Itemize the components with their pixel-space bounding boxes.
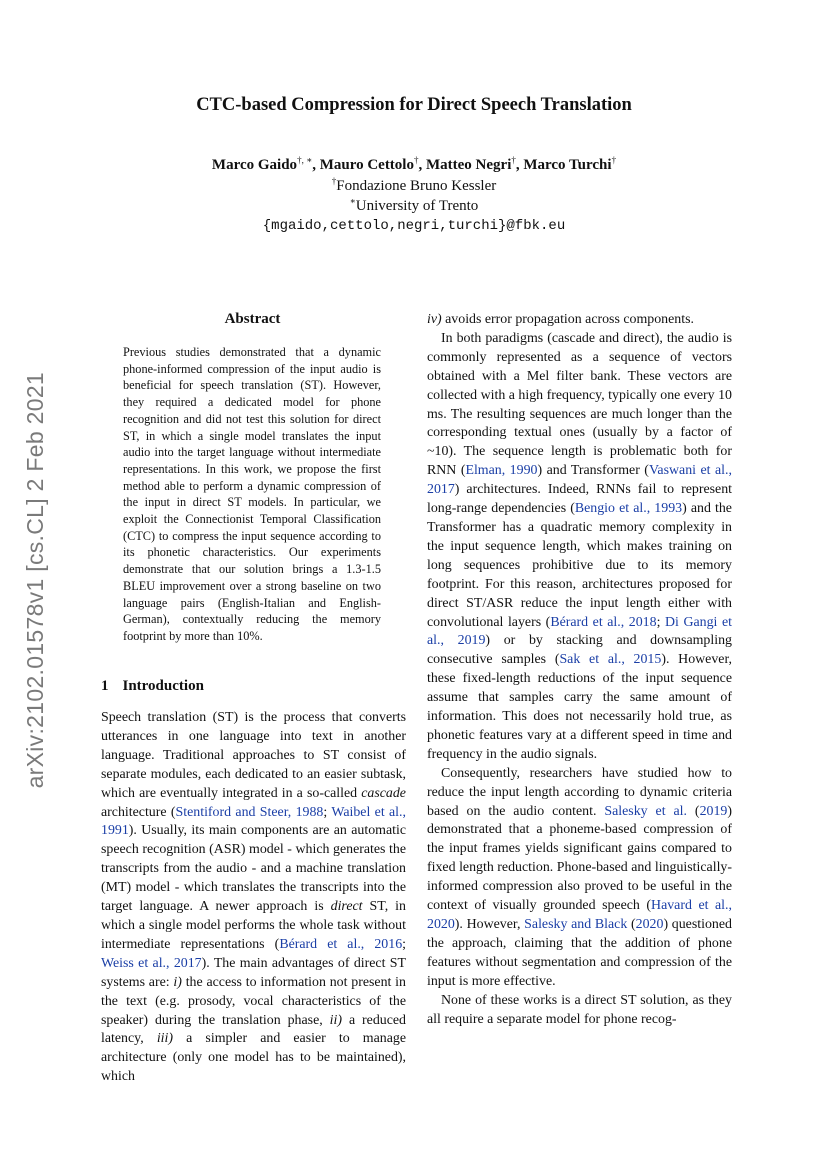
author-name: Marco Turchi — [523, 157, 612, 173]
emphasis: cascade — [361, 785, 406, 801]
arxiv-stamp: arXiv:2102.01578v1 [cs.CL] 2 Feb 2021 — [22, 372, 48, 789]
citation-link[interactable]: 2019 — [699, 803, 728, 819]
author-name: Mauro Cettolo — [319, 157, 414, 173]
left-column — [101, 709, 406, 1087]
author-email: {mgaido,cettolo,negri,turchi}@fbk.eu — [262, 218, 566, 234]
citation-link[interactable]: Bérard et al., 2018 — [550, 614, 657, 630]
emphasis: iii) — [156, 1031, 174, 1047]
citation-link[interactable]: Waibel et al., 1991 — [101, 804, 406, 839]
intro-paragraph-continued — [427, 311, 732, 330]
citation-link[interactable]: Bengio et al., 1993 — [574, 501, 683, 517]
author-mark: † — [413, 155, 419, 165]
text-run: ) demonstrated that a phoneme-based compression of the input frames yields significant gains compared to fixed length reduction. Phone-based and linguistically-informed compression also proved to be useful in the context of visually grounded speech ( — [427, 803, 732, 914]
affiliation-name: University of Trento — [355, 198, 479, 214]
affiliation — [0, 178, 828, 195]
intro-paragraph — [427, 330, 732, 765]
intro-paragraph — [427, 992, 732, 1030]
text-run: ). Usually, its main components are an automatic speech recognition (ASR) model - which generates the transcripts from the audio - and a machine translation (MT) model - which translates the transcripts into the target language. A newer approach is — [101, 823, 406, 915]
author-mark: † — [611, 155, 617, 165]
text-run: In both paradigms (cascade and direct), the audio is commonly represented as a sequence of vectors obtained with a Mel filter bank. These vectors are collected with a high frequency, typically one every 10 ms. The resulting sequences are much longer than the corresponding textual ones (usually by a factor of ~10). The sequence length is problematic both for RNN ( — [427, 330, 732, 479]
emphasis: direct — [330, 899, 363, 915]
emphasis: i) — [173, 974, 182, 990]
citation-link[interactable]: Sak et al., 2015 — [559, 652, 662, 668]
text-run: ). The main advantages of direct ST systems are: — [101, 955, 407, 990]
text-run: ( — [627, 917, 636, 932]
text-run: ). However, these fixed-length reductions of the input sequence assume that samples carry the same amount of information. This does not necessarily hold true, as phonetic features vary at a different speed in time and frequency in the audio signals. — [427, 652, 733, 762]
citation-link[interactable]: Salesky et al. — [604, 803, 687, 819]
citation-link[interactable]: 2020 — [635, 917, 664, 932]
intro-paragraph — [427, 765, 732, 992]
author-name: Marco Gaido — [211, 157, 298, 173]
text-run: Speech translation (ST) is the process that converts utterances in one language into text in another language. Traditional approaches to ST consist of separate modules, each dedicated to an easier subtask, which are eventually integrated in a so-called — [101, 710, 406, 801]
author-mark: †, ∗ — [297, 155, 313, 165]
citation-link[interactable]: Elman, 1990 — [465, 463, 538, 479]
text-run: ) architectures. Indeed, RNNs fail to represent long-range dependencies ( — [427, 482, 732, 517]
text-run: architecture ( — [101, 804, 176, 820]
text-run: the access to information not present in the text (e.g. prosody, vocal characteristics of the speaker) during the translation phase, — [101, 974, 406, 1028]
author-mark: † — [511, 155, 516, 165]
text-run: ) questioned the approach, claiming that the addition of phone features without segmentation and compression of the input is more effective. — [427, 917, 732, 989]
citation-link[interactable]: Vaswani et al., 2017 — [427, 463, 732, 498]
citation-link[interactable]: Salesky and Black — [524, 917, 628, 932]
section-heading — [101, 678, 204, 695]
text-run: ; — [402, 936, 406, 952]
text-run: None of these works is a direct ST solution, as they all require a separate model for phone recog- — [427, 992, 732, 1027]
text-run: ; — [656, 614, 665, 630]
author-name: Matteo Negri — [425, 157, 512, 173]
text-run: ( — [687, 803, 700, 819]
section-number: 1 — [101, 678, 109, 694]
text-run: ). However, — [454, 917, 521, 932]
affiliation — [0, 198, 828, 215]
affiliation-mark: ∗ — [349, 196, 356, 206]
paper-title: CTC-based Compression for Direct Speech Translation — [196, 95, 632, 115]
text-run: ) and Transformer ( — [537, 463, 649, 479]
intro-paragraph — [101, 709, 406, 1087]
citation-link[interactable]: Di Gangi et al., 2019 — [427, 614, 732, 649]
citation-link[interactable]: Stentiford and Steer, 1988 — [175, 804, 324, 820]
emphasis: ii) — [329, 1012, 343, 1028]
text-run: Consequently, researchers have studied how to reduce the input length according to dynamic criteria based on the audio content. — [427, 765, 732, 819]
affiliation-name: Fondazione Bruno Kessler — [336, 178, 497, 194]
text-run: ) and the Transformer has a quadratic memory complexity in the input sequence length, which makes training on long sequences prohibitive due to its memory footprint. For this reason, architectures proposed for direct ST/ASR reduce the input length either with convolutional layers ( — [427, 501, 732, 630]
text-run: avoids error propagation across components. — [445, 312, 694, 327]
citation-link[interactable]: Weiss et al., 2017 — [101, 955, 202, 971]
citation-link[interactable]: Havard et al., 2020 — [427, 898, 732, 932]
text-run: ; — [323, 804, 332, 820]
text-run-continues: a simpler and easier to manage architecture (only one model has to be maintained), which — [101, 1031, 406, 1085]
abstract-text: Previous studies demonstrated that a dynamic phone-informed compression of the input audio is beneficial for speech translation (ST). However, they required a dedicated model for phone recognition and did not test this solution for direct ST, in which a single model translates the input audio into the target language without intermediate representations. In this work, we propose the first method able to perform a dynamic compression of the input in direct ST models. In particular, we exploit the Connectionist Temporal Classification (CTC) to compress the input sequence according to its phonetic characteristics. Our experiments demonstrate that our solution brings a 1.3-1.5 BLEU improvement over a strong baseline on two language pairs (English-Italian and English-German), contextually reducing the memory footprint by more than 10%. — [123, 345, 381, 643]
affiliation-mark: † — [331, 176, 337, 186]
author-list: Marco Gaido†, ∗, Mauro Cettolo†, Matteo Negri†, Marco Turchi† — [211, 155, 617, 173]
citation-link[interactable]: Bérard et al., 2016 — [279, 936, 403, 952]
right-column — [427, 311, 732, 1029]
emphasis: iv) — [427, 312, 442, 327]
abstract-heading: Abstract — [224, 311, 281, 327]
section-title: Introduction — [122, 678, 204, 694]
text-run: ) or by stacking and downsampling consecutive samples ( — [427, 633, 732, 668]
text-run: a reduced latency, — [101, 1012, 406, 1047]
text-run: ST, in which a single model performs the whole task without intermediate representations ( — [101, 899, 406, 952]
